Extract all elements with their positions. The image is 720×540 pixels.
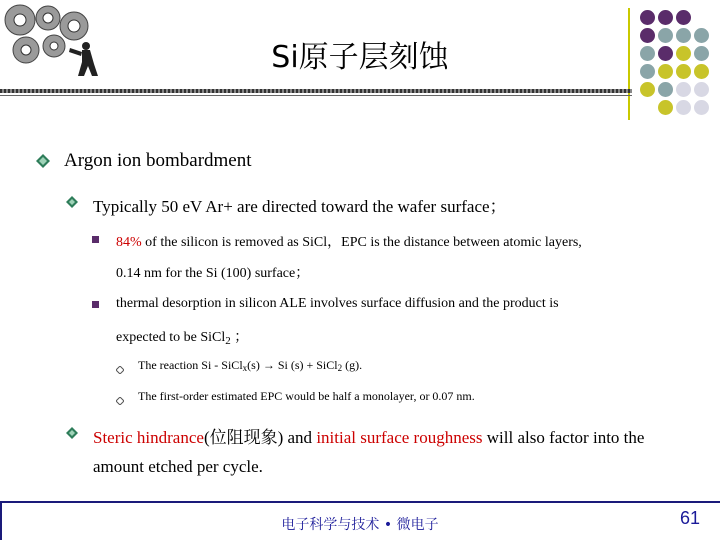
conjunction-and: and <box>283 428 317 447</box>
bullet-thermal-desorption-cont <box>116 326 248 347</box>
semicolon-tail: ； <box>230 330 249 345</box>
page-number: 61 <box>679 508 700 528</box>
footer-text: 电子科学与技术 • 微电子 <box>281 517 439 533</box>
decorative-dot-grid <box>638 8 718 120</box>
bullet-typically-50ev: Typically 50 eV Ar+ are directed toward the wafer surface； <box>93 197 507 216</box>
reaction-part-a: The reaction Si - SiCl <box>138 358 243 372</box>
square-bullet-icon <box>92 301 99 308</box>
subscript-x: x <box>242 363 248 373</box>
reaction-part-c: (g). <box>342 358 363 372</box>
steric-hindrance-chinese: (位阻现象) <box>203 428 284 447</box>
reaction-part-b: (s) → Si (s) + SiCl <box>247 358 338 372</box>
slide-title: Si原子层刻蚀 <box>271 40 449 75</box>
bullet-84-percent <box>116 231 582 251</box>
diamond-bullet-icon <box>66 426 78 444</box>
title-underline <box>0 89 632 93</box>
bullet-thermal-desorption: thermal desorption in silicon ALE involves surface diffusion and the product is <box>116 296 559 311</box>
subscript-2b: 2 <box>337 363 343 373</box>
title-underline-thin <box>0 95 632 96</box>
small-diamond-bullet-icon <box>116 392 124 410</box>
steric-tail: will also factor into the <box>482 428 645 447</box>
bullet-steric-hindrance <box>93 423 644 448</box>
bullet-steric-hindrance-cont: amount etched per cycle. <box>93 457 263 476</box>
square-bullet-icon <box>92 236 99 243</box>
diamond-bullet-icon <box>36 154 50 173</box>
sicl-text: expected to be SiCl <box>116 330 226 345</box>
bullet-84-percent-rest: of the silicon is removed as SiCl，EPC is the distance between atomic layers, <box>141 235 582 250</box>
accent-divider <box>628 8 630 120</box>
small-diamond-bullet-icon <box>116 361 124 379</box>
steric-hindrance-term: Steric hindrance <box>93 428 204 447</box>
percent-highlight: 84% <box>116 235 142 250</box>
bullet-first-order-epc: The first-order estimated EPC would be half a monolayer, or 0.07 nm. <box>138 389 475 403</box>
bullet-reaction <box>138 358 362 373</box>
subscript-2: 2 <box>225 335 231 347</box>
bullet-84-percent-cont: 0.14 nm for the Si (100) surface； <box>116 266 310 281</box>
bullet-argon-ion-bombardment: Argon ion bombardment <box>64 150 252 171</box>
diamond-bullet-icon <box>66 195 78 213</box>
initial-surface-roughness-term: initial surface roughness <box>316 428 483 447</box>
